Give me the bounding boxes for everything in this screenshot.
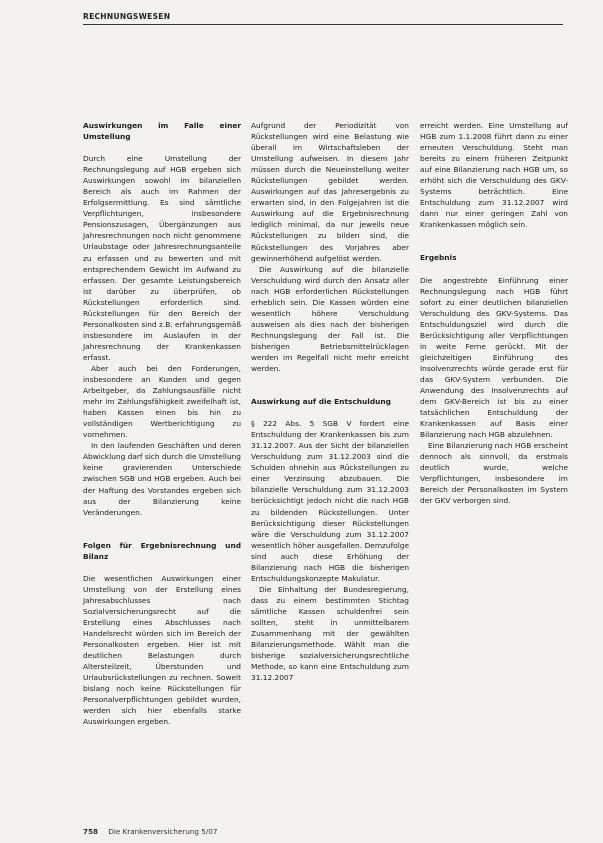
page-footer: [83, 827, 217, 836]
paragraph: Aufgrund der Periodizität von Rückstellungen wird eine Belastung wie überall im Wirtschaftsleben der Umstellung aufweisen. In diesem Jahr müssen durch die Neueinstellung weiter Rückstellungen gebildet werden. Auswirkungen auf das Jahresergebnis zu erwarten sind, in den Folgejahren ist die Auswirkung auf die Ergebnisrechnung lediglich minimal, da nur jeweils neue Rückstellungen zu bilden sind, die Rückstellungen des Vorjahres aber gewinnerhöhend aufgelöst werden.: [251, 121, 409, 263]
heading-auswirkungen: Auswirkungen im Falle einer Umstellung: [83, 121, 241, 142]
paragraph: Die Einhaltung der Bundesregierung, dass zu einem bestimmten Stichtag sämtliche Kassen schuldenfrei sein sollten, steht in unmittelbarem Zusammenhang mit der gewählten Bilanzierungsmethode. Wählt man die bisherige sozialversicherungsrechtliche Methode, so kann eine Entschuldung zum 31.12.2007: [251, 584, 409, 683]
paragraph: Die angestrebte Einführung einer Rechnungslegung nach HGB führt sofort zu einer deutlichen bilanziellen Verschuldung des GKV-Systems. Das Entschuldungsziel wird durch die Berücksichtigung aller Verpflichtungen in weite Ferne gerückt. Mit der gleichzeitigen Einführung des Insolvenzrechts würde gerade erst für das GKV-System verbunden. Die Anwendung des Insolvenzrechts auf dem GKV-Bereich ist bis zu einer tatsächlichen Entschuldung der Krankenkassen auf Basis einer Bilanzierung nach HGB abzulehnen.: [420, 275, 568, 440]
paragraph: Eine Bilanzierung nach HGB erscheint dennoch als sinnvoll, da erstmals deutlich wurde, welche Verpflichtungen, insbesondere im Bereich der Personalkosten im System der GKV verborgen sind.: [420, 441, 568, 506]
page-number: 758: [83, 827, 99, 836]
heading-folgen: Folgen für Ergebnisrechnung und Bilanz: [83, 540, 241, 561]
paragraph: erreicht werden. Eine Umstellung auf HGB zum 1.1.2008 führt dann zu einer erneuten Verschuldung. Steht man bereits zu einem früheren Zeitpunkt auf eine Bilanzierung nach HGB um, so erhöht sich die Verschuldung des GKV-Systems beträchtlich. Eine Entschuldung zum 31.12.2007 wird dann nur einer geringen Zahl von Krankenkassen möglich sein.: [420, 121, 568, 230]
paragraph: § 222 Abs. 5 SGB V fordert eine Entschuldung der Krankenkassen bis zum 31.12.2007. Aus der Sicht der bilanziellen Verschuldung zum 31.12.2003 sind die Schulden ohnehin aus Rückstellungen zu einer Verzinsung abzubauen. Die bilanzielle Verschuldung zum 31.12.2003 berücksichtigt jedoch nicht die nach HGB zu bildenden Rückstellungen. Unter Berücksichtigung dieser Rückstellungen wäre die Verschuldung zum 31.12.2007 wesentlich höher ausgefallen. Demzufolge sind auch diese Erhöhung der Bilanzierung nach HGB die bisherigen Entschuldungskonzepte Makulatur.: [251, 419, 409, 583]
column-3: [420, 120, 568, 507]
heading-ergebnis: Ergebnis: [420, 253, 457, 263]
paragraph: In den laufenden Geschäften und deren Abwicklung darf sich durch die Umstellung keine gravierenden Unterschiede zwischen SGB und HGB ergeben. Auch bei der Haftung des Vorstandes ergeben sich aus der Bilanzierung keine Veränderungen.: [83, 441, 241, 517]
paragraph: Aber auch bei den Forderungen, insbesondere an Kunden und gegen Arbeitgeber, da Zahlungsausfälle nicht mehr im Zahlungsfähigkeit zweifelhaft ist, haben Kassen einen bis hin zu vollständigen Wertberichtigung zu vornehmen.: [83, 363, 241, 440]
paragraph: Durch eine Umstellung der Rechnungslegung auf HGB ergeben sich Auswirkungen sowohl im bilanziellen Bereich als auch im Rahmen der Erfolgsermittlung. Es sind sämtliche Verpflichtungen, insbesondere Pensionszusagen, Übergänzungen aus Jahresrechnungen noch nicht genommene Urlaubstage oder Jahresrechnungsanteile zu erfassen und zu bewerten und mit entsprechendem Gewicht im Aufwand zu erfassen. Der gesamte Leistungsbereich ist darüber zu überprüfen, ob Rückstellungen erforderlich sind. Rückstellungen für den Bereich der Personalkosten sind z.B. erfahrungsgemäß insbesondere im Auslaufen in der Jahresrechnung der Krankenkassen erfasst.: [83, 154, 241, 362]
paragraph: Die wesentlichen Auswirkungen einer Umstellung von der Erstellung eines Jahresabschlusses nach Sozialversicherungsrecht auf die Erstellung eines Abschlusses nach Handelsrecht würden sich im Bereich der Personalkosten ergeben. Hier ist mit deutlichen Belastungen durch Altersteilzeit, Überstunden und Urlaubsrückstellungen zu rechnen. Soweit bislang noch keine Rückstellungen für Personalverpflichtungen gebildet wurden, werden sich hier ebenfalls starke Auswirkungen ergeben.: [83, 573, 241, 727]
column-2: [251, 120, 409, 683]
section-header: RECHNUNGSWESEN: [83, 12, 171, 21]
heading-entschuldung: Auswirkung auf die Entschuldung: [251, 397, 391, 407]
journal-title: Die Krankenversicherung 5/07: [108, 827, 218, 836]
paragraph: Die Auswirkung auf die bilanzielle Verschuldung wird durch den Ansatz aller nach HGB erforderlichen Rückstellungen erheblich sein. Die Kassen würden eine wesentlich höhere Verschuldung ausweisen als dies nach der bisherigen Rechnungslegung der Fall ist. Die bisherigen Betriebsmittelrücklagen werden im Regelfall nicht mehr erreicht werden.: [251, 264, 409, 374]
column-1: [83, 120, 241, 727]
header-rule: [83, 24, 563, 25]
